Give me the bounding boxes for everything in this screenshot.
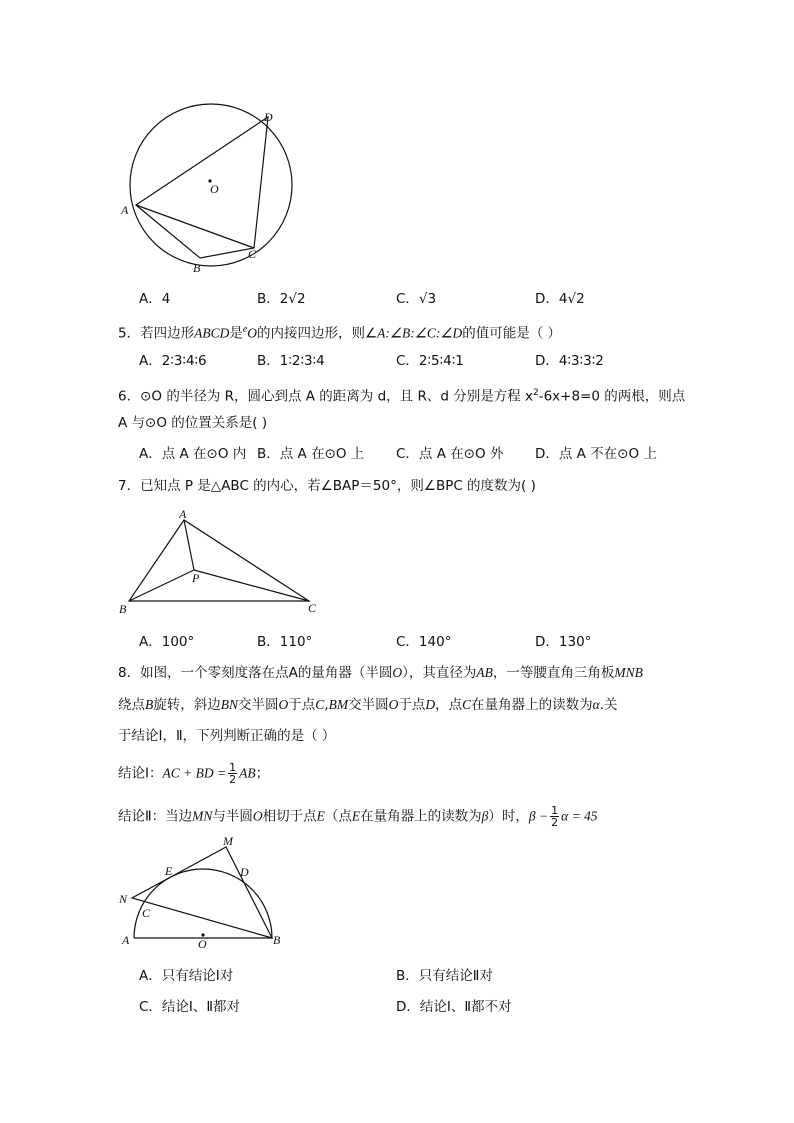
- q5-stem: 5．若四边形ABCD是$^e$O的内接四边形，则∠A:∠B:∠C:∠D的值可能是（ ）: [118, 324, 561, 342]
- label-B: B: [193, 261, 201, 275]
- q5-option-a: A．2∶3∶4∶6: [139, 353, 207, 369]
- q5-option-c: C．2∶5∶4∶1: [396, 353, 464, 369]
- q7-option-b: B．110°: [257, 634, 313, 650]
- label-O: O: [198, 937, 207, 951]
- q6-option-b: B．点 A 在⊙O 上: [257, 446, 365, 462]
- q7-option-d: D．130°: [535, 634, 592, 650]
- figure-protractor: [110, 830, 290, 955]
- q4-option-c: C．√3: [396, 291, 437, 307]
- q8-stem-line3: 于结论Ⅰ，Ⅱ，下列判断正确的是（ ）: [118, 728, 336, 744]
- q7-option-c: C．140°: [396, 634, 452, 650]
- q5-option-b: B．1∶2∶3∶4: [257, 353, 325, 369]
- label-N: N: [119, 892, 128, 906]
- q8-option-c: C．结论Ⅰ、Ⅱ都对: [139, 999, 241, 1015]
- q6-stem-line2: A 与⊙O 的位置关系是( ): [118, 415, 268, 431]
- q8-option-b: B．只有结论Ⅱ对: [396, 968, 493, 984]
- figure-triangle-incenter: [112, 505, 327, 615]
- q8-option-a: A．只有结论Ⅰ对: [139, 968, 234, 984]
- q4-option-d: D．4√2: [535, 291, 585, 307]
- q8-stem-line1: 8．如图，一个零刻度落在点A的量角器（半圆O），其直径为AB，一等腰直角三角板MNB: [118, 665, 643, 681]
- q6-option-a: A．点 A 在⊙O 内: [139, 446, 247, 462]
- label-M: M: [223, 834, 233, 848]
- q4-option-b: B．2√2: [257, 291, 306, 307]
- q7-option-a: A．100°: [139, 634, 195, 650]
- label-D: D: [240, 865, 249, 879]
- q6-option-d: D．点 A 不在⊙O 上: [535, 446, 657, 462]
- label-B: B: [119, 602, 127, 615]
- label-P: P: [192, 571, 200, 585]
- q8-stem-line2: 绕点B旋转，斜边BN交半圆O于点C,BM交半圆O于点D，点C在量角器上的读数为α.关: [118, 697, 618, 713]
- q6-stem-line1: 6．⊙O 的半径为 R，圆心到点 A 的距离为 d，且 R、d 分别是方程 $x^2-6x+8=0$ 的两根，则点: [118, 388, 686, 405]
- label-A: A: [121, 203, 129, 217]
- q8-option-d: D．结论Ⅰ、Ⅱ都不对: [396, 999, 512, 1015]
- q6-option-c: C．点 A 在⊙O 外: [396, 446, 504, 462]
- label-A: A: [179, 507, 187, 521]
- q7-stem: 7．已知点 P 是△ABC 的内心，若∠BAP＝50°，则∠BPC 的度数为( ): [118, 478, 536, 494]
- q8-conclusion-2: 结论Ⅱ：当边MN与半圆O相切于点E（点E在量角器上的读数为β）时，β − $\frac{1}{2}$ α = 45: [118, 804, 598, 829]
- q8-conclusion-1: 结论Ⅰ：AC + BD = $\frac{1}{2}$ AB；: [118, 761, 270, 786]
- label-C: C: [248, 247, 257, 261]
- label-C: C: [142, 906, 151, 920]
- label-D: D: [264, 110, 273, 124]
- label-A: A: [122, 933, 130, 947]
- q5-option-d: D．4∶3∶3∶2: [535, 353, 604, 369]
- label-C: C: [308, 601, 317, 615]
- label-B: B: [273, 933, 281, 947]
- label-O: O: [210, 182, 219, 196]
- q4-option-a: A．4: [139, 291, 171, 307]
- figure-cyclic-quadrilateral: [110, 95, 310, 280]
- label-E: E: [165, 864, 173, 878]
